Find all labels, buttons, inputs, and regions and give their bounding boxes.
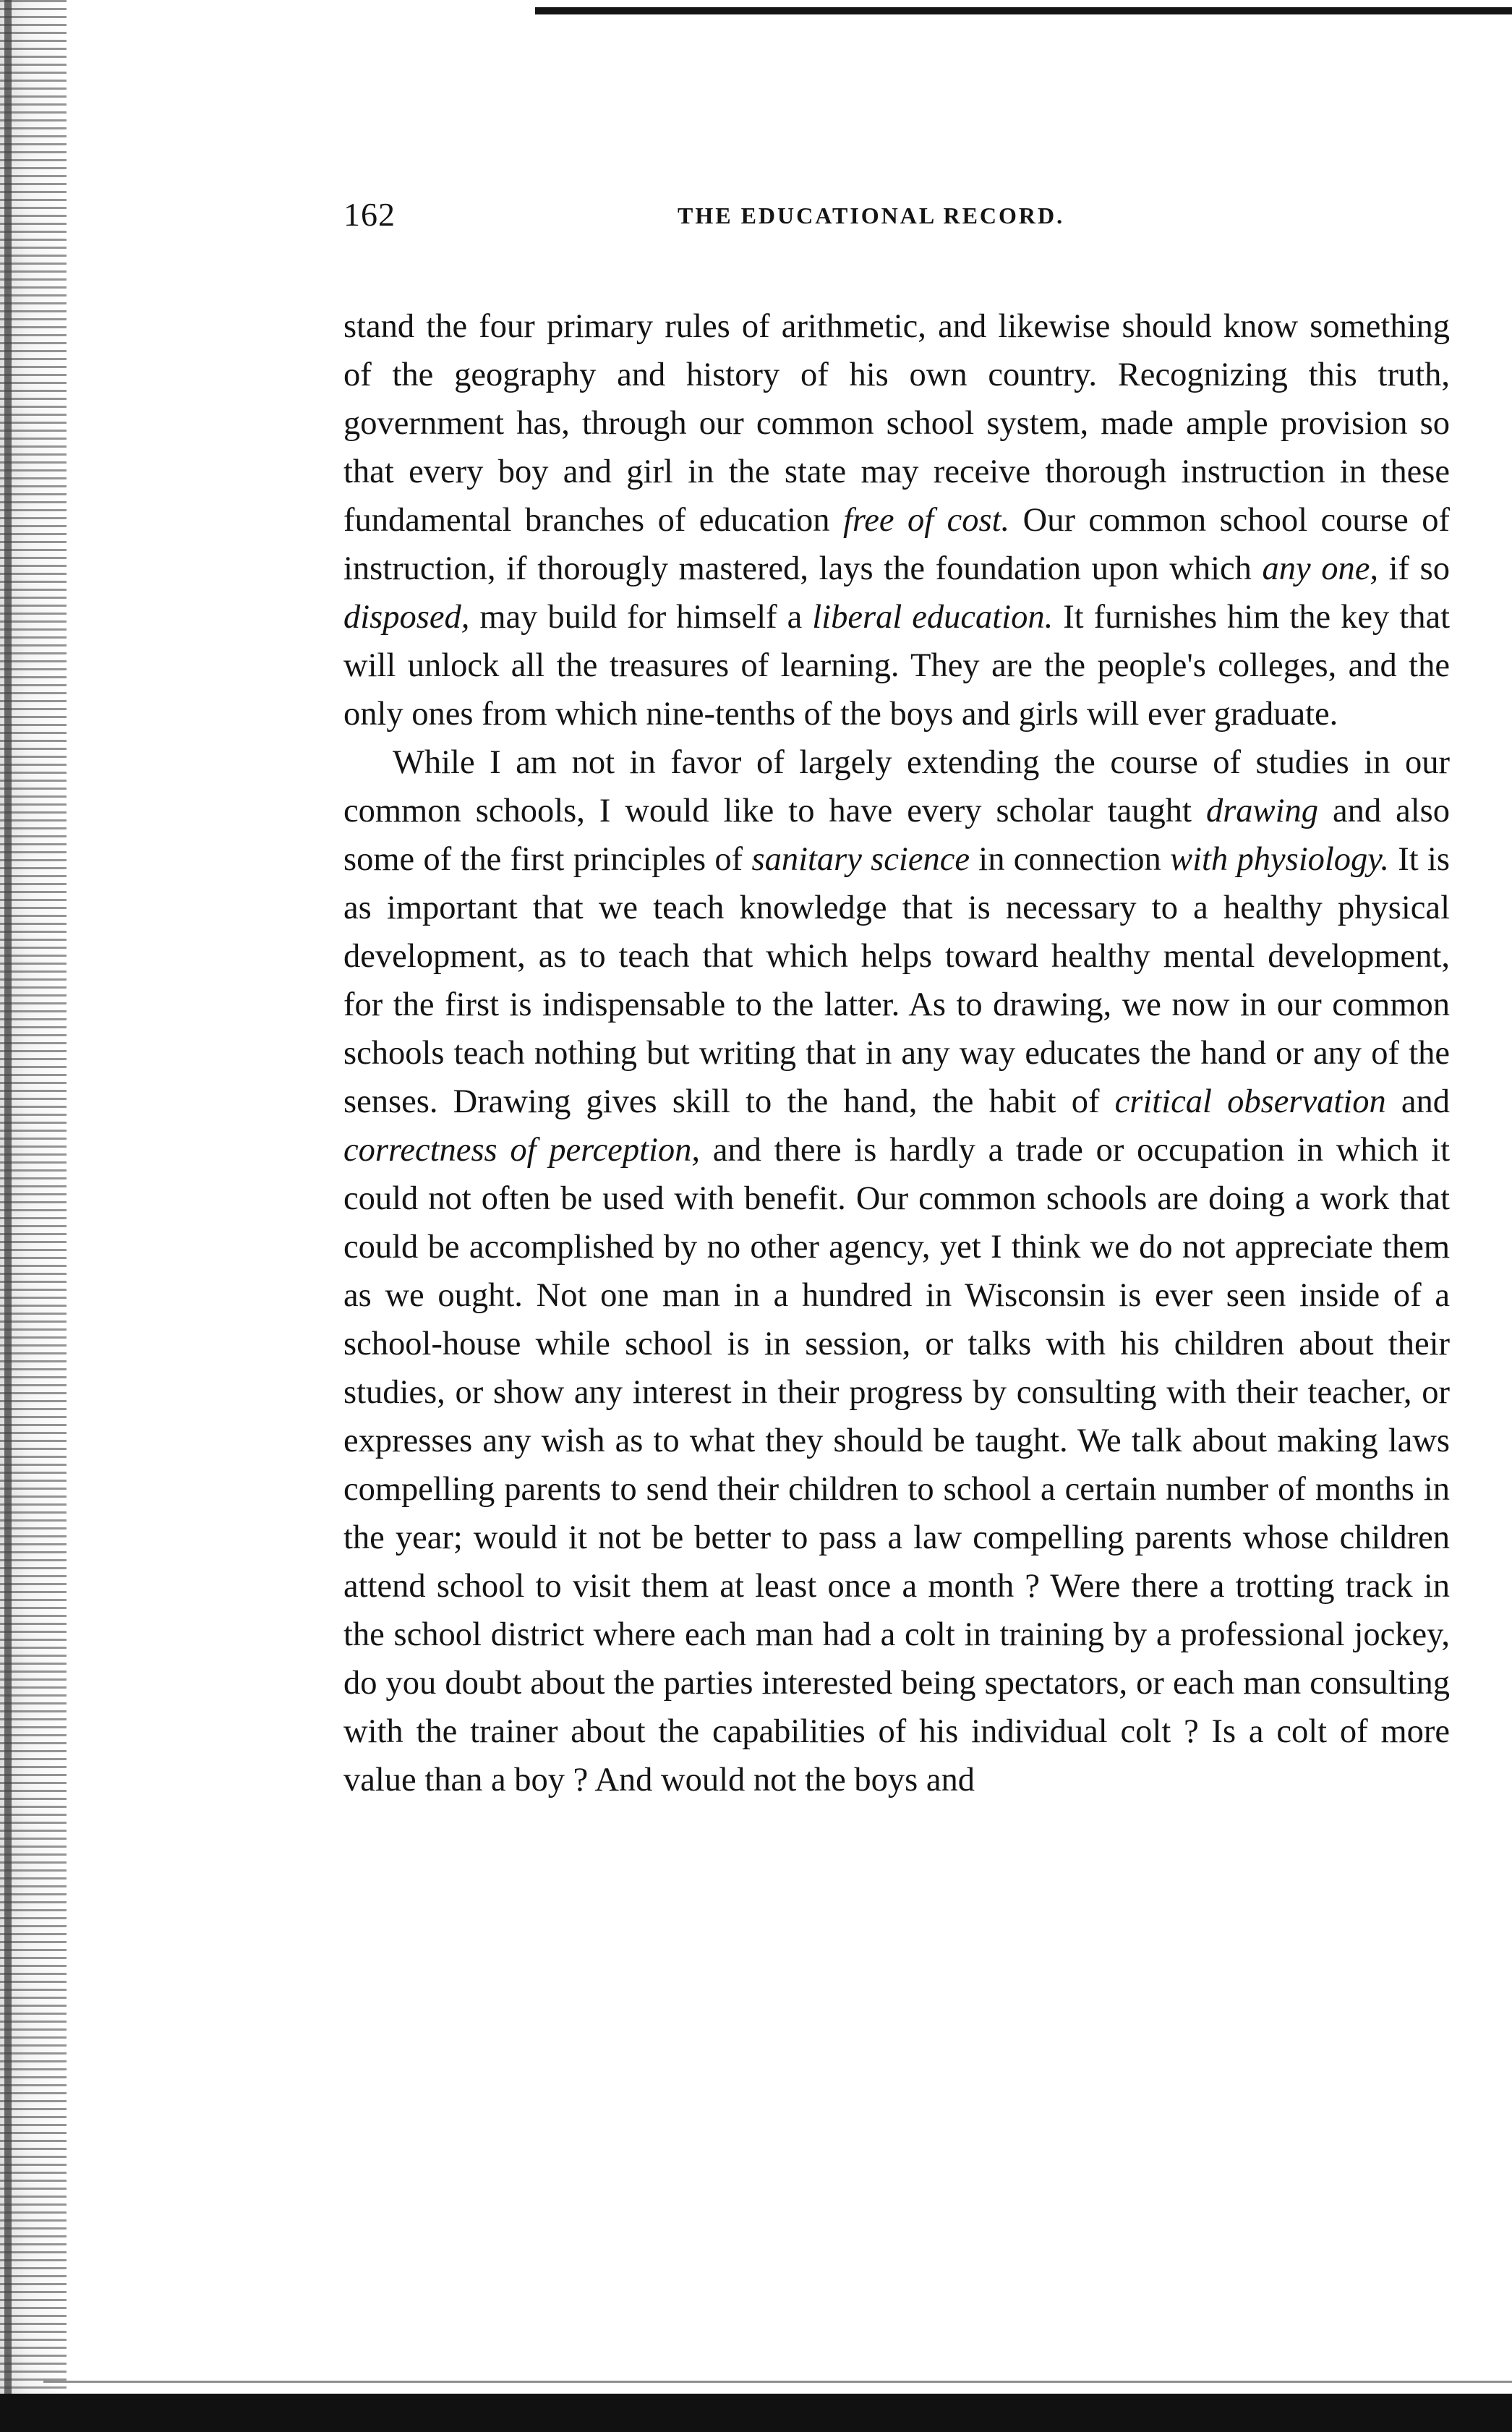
text-run: While I am not in favor of largely extending the course of studies in our common schools, I would like to have every scholar taught: [343, 744, 1450, 829]
text-run: stand the four primary rules of arithmetic, and likewise should know something of the geography and history of his own country. Recognizing this truth, government has, through our common school system, made ample provision so that every boy and girl in the state may receive thorough instruction in these fundamental branches of education: [343, 308, 1450, 539]
italic-run: drawing: [1205, 793, 1318, 829]
italic-run: liberal education.: [812, 599, 1054, 636]
italic-run: any one,: [1262, 550, 1379, 587]
text-run: Our common school course of instruction, if thorougly mastered, lays the foundation upon which: [343, 502, 1450, 587]
italic-run: disposed,: [343, 599, 470, 636]
paragraph-continued: [343, 302, 1450, 738]
italic-run: correctness of perception,: [343, 1132, 701, 1169]
italic-run: sanitary science: [751, 841, 970, 878]
italic-run: critical observation: [1114, 1083, 1386, 1120]
text-run: and: [1385, 1083, 1451, 1120]
page-number: 162: [343, 196, 396, 233]
scan-top-border: [535, 7, 1512, 14]
scan-bottom-rule: [43, 2381, 1512, 2383]
journal-title: THE EDUCATIONAL RECORD.: [678, 202, 1065, 229]
text-run: in connection: [970, 841, 1171, 878]
text-run: if so: [1378, 550, 1450, 587]
text-run: It furnishes him the key that will unlock all the treasures of learning. They are the people's colleges, and the only ones from which nine-tenths of the boys and girls will ever graduate.: [343, 599, 1450, 733]
text-run: and also some of the first principles of: [343, 793, 1451, 878]
scanned-binding-edge: [0, 0, 67, 2432]
body-text: [343, 302, 1450, 1804]
text-run: and there is hardly a trade or occupation in which it could not often be used with benefit. Our common schools are doing a work that could be accomplished by no other agency, yet I think we do not appreciate them as we ought. Not one man in a hundred in Wisconsin is ever seen inside of a school-house while school is in session, or talks with his children about their studies, or show any interest in their progress by consulting with their teacher, or expresses any wish as to what they should be taught. We talk about making laws compelling parents to send their children to school a certain number of months in the year; would it not be better to pass a law compelling parents whose children attend school to visit them at least once a month ? Were there a trotting track in the school district where each man had a colt in training by a professional jockey, do you doubt about the parties interested being spectators, or each man consulting with the trainer about the capabilities of his individual colt ? Is a colt of more value than a boy ? And would not the boys and: [343, 1132, 1450, 1799]
scan-bottom-border: [0, 2394, 1512, 2432]
running-head: [343, 195, 1450, 253]
paragraph: [343, 738, 1450, 1804]
italic-run: with physiology.: [1170, 841, 1389, 878]
book-page: [343, 195, 1450, 1804]
italic-run: free of cost.: [842, 502, 1010, 539]
text-run: It is as important that we teach knowledge that is necessary to a healthy physical development, as to teach that which helps toward healthy mental development, for the first is indispensable to the latter. As to drawing, we now in our common schools teach nothing but writing that in any way educates the hand or any of the senses. Drawing gives skill to the hand, the habit of: [343, 841, 1451, 1120]
text-run: may build for himself a: [469, 599, 813, 636]
